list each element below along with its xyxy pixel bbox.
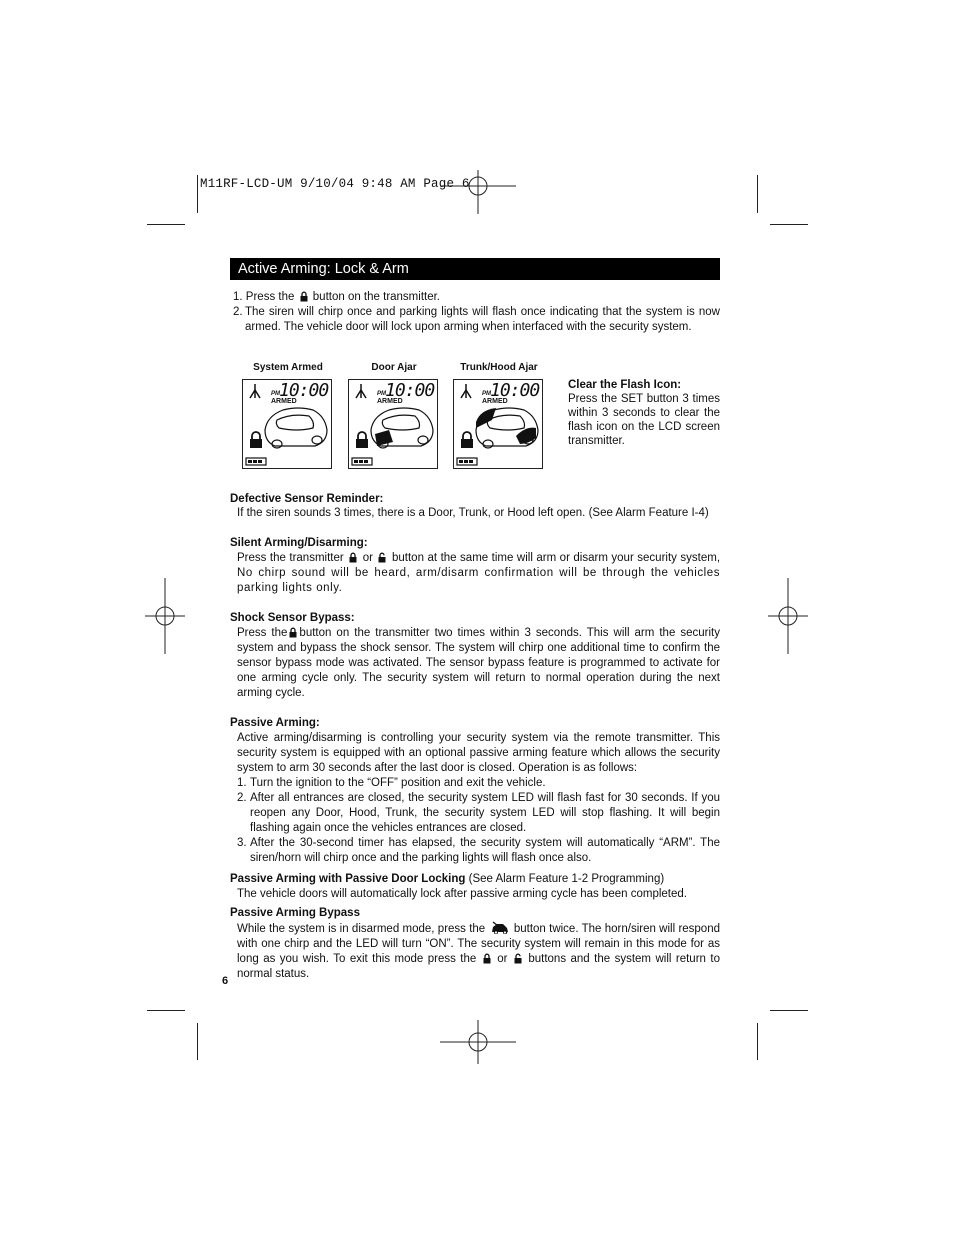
passive-item-number: 1. [237,777,247,789]
bypass-heading: Passive Arming Bypass [230,907,360,919]
lock-icon [461,432,473,448]
section-title: Active Arming: Lock & Arm [230,258,720,280]
caption-door-ajar: Door Ajar [371,362,417,373]
clear-flash-heading: Clear the Flash Icon: [568,379,682,391]
print-slug: M11RF-LCD-UM 9/10/04 9:48 AM Page 6 [200,177,470,191]
pm-indicator: PM [271,391,280,397]
lcd-time: 10:00 [490,380,540,401]
passive-item-number: 3. [237,837,247,849]
silent-heading: Silent Arming/Disarming: [230,537,368,549]
silent-text: No chirp sound will be heard, arm/disarm confirmation will be through the vehicles parking lights only. [237,567,720,594]
defective-text: If the siren sounds 3 times, there is a Door, Trunk, or Hood left open. (See Alarm Feature I-4) [237,507,709,519]
unlock-icon [514,953,522,964]
battery-icon [457,458,477,465]
car-horn-icon [491,921,509,934]
pm-indicator: PM [482,391,491,397]
battery-icon [246,458,266,465]
registration-mark-icon [768,578,808,654]
clear-flash-text: Press the SET button 3 times within 3 seconds to clear the flash icon on the LCD screen transmitter. [568,393,720,447]
armed-label: ARMED [271,398,297,405]
lcd-screen-trunk-hood-ajar [453,379,543,469]
page-number: 6 [222,975,229,987]
passive-lock-text: The vehicle doors will automatically lock after passive arming cycle has been completed. [237,888,687,900]
step-number: 2. [233,306,243,318]
pm-indicator: PM [377,391,386,397]
lcd-time: 10:00 [279,380,329,401]
crop-mark [147,1010,185,1011]
lock-icon [300,291,308,302]
caption-system-armed: System Armed [253,362,323,373]
armed-label: ARMED [377,398,403,405]
lcd-time: 10:00 [385,380,435,401]
passive-heading: Passive Arming: [230,717,320,729]
passive-item-1: Turn the ignition to the “OFF” position and exit the vehicle. [250,777,546,789]
registration-mark-icon [145,578,185,654]
passive-lock-note: (See Alarm Feature 1-2 Programming) [468,873,665,885]
step-2-text: The siren will chirp once and parking lights will flash once indicating that the system is now armed. The vehicle door will lock upon arming when interfaced with the security system. [245,306,720,333]
caption-trunk-hood-ajar: Trunk/Hood Ajar [460,362,538,373]
crop-mark [147,224,185,225]
lock-icon [356,432,368,448]
passive-intro: Active arming/disarming is controlling your security system via the remote transmitter. This security system is equipped with an optional passive arming feature which allows the security system to arm 30 seconds after the last door is closed. Operation is as follows: [237,732,720,774]
antenna-icon [461,384,471,398]
lock-icon [349,552,357,563]
step-text: Press the [245,291,295,303]
silent-line-1: Press the transmitter or button at the same time will arm or disarm your security system, [237,552,721,564]
lock-icon [250,432,262,448]
passive-item-3: After the 30-second timer has elapsed, the security system will automatically “ARM”. The siren/horn will chirp once and the parking lights will flash once also. [250,837,720,864]
shock-heading: Shock Sensor Bypass: [230,612,355,624]
crop-mark [770,1010,808,1011]
bypass-text: While the system is in disarmed mode, press the button twice. The horn/siren will respond with one chirp and the LED will turn “ON”. The security system will remain in this mode for as long as you wish. To exit this mode press the or buttons and the system will return to normal status. [237,923,720,980]
crop-mark [757,1023,758,1060]
crop-mark [757,175,758,213]
passive-item-number: 2. [237,792,247,804]
crop-mark [197,1023,198,1060]
crop-mark [197,175,198,213]
lock-icon [483,953,491,964]
antenna-icon [356,384,366,398]
car-icon [265,408,327,448]
lcd-screen-system-armed [242,379,332,469]
unlock-icon [378,552,386,563]
crop-mark [770,224,808,225]
lcd-screen-door-ajar [348,379,438,469]
lock-icon [289,627,297,638]
step-text: button on the transmitter. [312,291,440,303]
shock-text: Press the button on the transmitter two times within 3 seconds. This will arm the security system and bypass the shock sensor. The system will chirp one additional time to confirm the sensor bypass mode was activated. The sensor bypass feature is programmed to activate for one arming cycle only. The security system will return to normal operation during the next arming cycle. [237,627,721,699]
passive-lock-heading-line [230,872,720,887]
open-door-icon [375,430,393,446]
battery-icon [352,458,372,465]
passive-item-2: After all entrances are closed, the security system LED will flash fast for 30 seconds. If you reopen any Door, Hood, Trunk, the security system LED will stop flashing. It will begin flashing again once the vehicles entrances are closed. [250,792,720,834]
antenna-icon [250,384,260,398]
step-number: 1. [233,291,243,303]
defective-heading: Defective Sensor Reminder: [230,493,384,505]
step-1 [233,290,723,305]
registration-mark-icon [440,1020,516,1064]
armed-label: ARMED [482,398,508,405]
passive-lock-heading: Passive Arming with Passive Door Locking [230,873,466,885]
